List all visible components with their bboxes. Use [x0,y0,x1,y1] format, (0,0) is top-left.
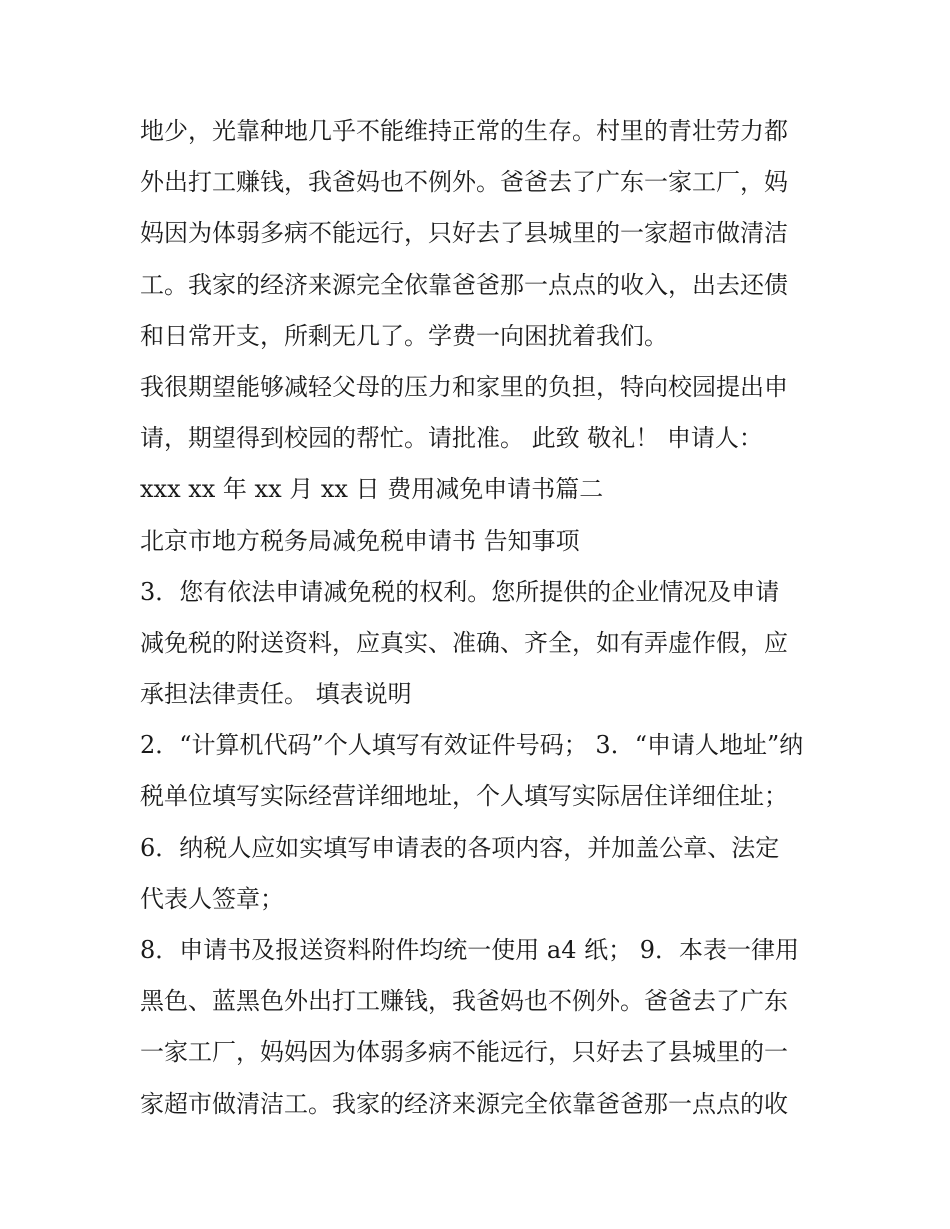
text-line: 2．“计算机代码”个人填写有效证件号码； 3．“申请人地址”纳 [140,731,804,760]
text-line: 8．申请书及报送资料附件均统一使用 a4 纸； 9．本表一律用 [140,936,800,964]
text-line: 3．您有依法申请减免税的权利。您所提供的企业情况及申请 [140,577,780,606]
text-line: 一家工厂，妈妈因为体弱多病不能远行，只好去了县城里的一 [140,1038,788,1067]
section-title: 北京市地方税务局减免税申请书 告知事项 [140,526,580,555]
text-line: xxx xx 年 xx 月 xx 日 费用减免申请书篇二 [140,475,604,504]
text-line: 地少，光靠种地几乎不能维持正常的生存。村里的青壮劳力都 [140,117,788,145]
text-line: 请，期望得到校园的帮忙。请批准。 此致 敬礼！ 申请人： [140,424,763,453]
text-line: 承担法律责任。 填表说明 [140,680,412,709]
text-line: 外出打工赚钱，我爸妈也不例外。爸爸去了广东一家工厂，妈 [140,168,788,197]
text-line: 我很期望能够减轻父母的压力和家里的负担，特向校园提出申 [140,372,788,401]
text-line: 和日常开支，所剩无几了。学费一向困扰着我们。 [140,321,668,350]
text-line: 代表人签章； [140,884,284,913]
text-line: 黑色、蓝黑色外出打工赚钱，我爸妈也不例外。爸爸去了广东 [140,987,788,1016]
text-line: 工。我家的经济来源完全依靠爸爸那一点点的收入，出去还债 [140,270,788,299]
text-line: 家超市做清洁工。我家的经济来源完全依靠爸爸那一点点的收 [140,1089,788,1118]
text-line: 减免税的附送资料，应真实、准确、齐全，如有弄虚作假，应 [140,628,788,657]
document-body [140,106,830,1130]
text-line: 税单位填写实际经营详细地址，个人填写实际居住详细住址； [140,782,788,811]
text-line: 妈因为体弱多病不能远行，只好去了县城里的一家超市做清洁 [140,219,788,248]
text-line: 6．纳税人应如实填写申请表的各项内容，并加盖公章、法定 [140,833,780,862]
